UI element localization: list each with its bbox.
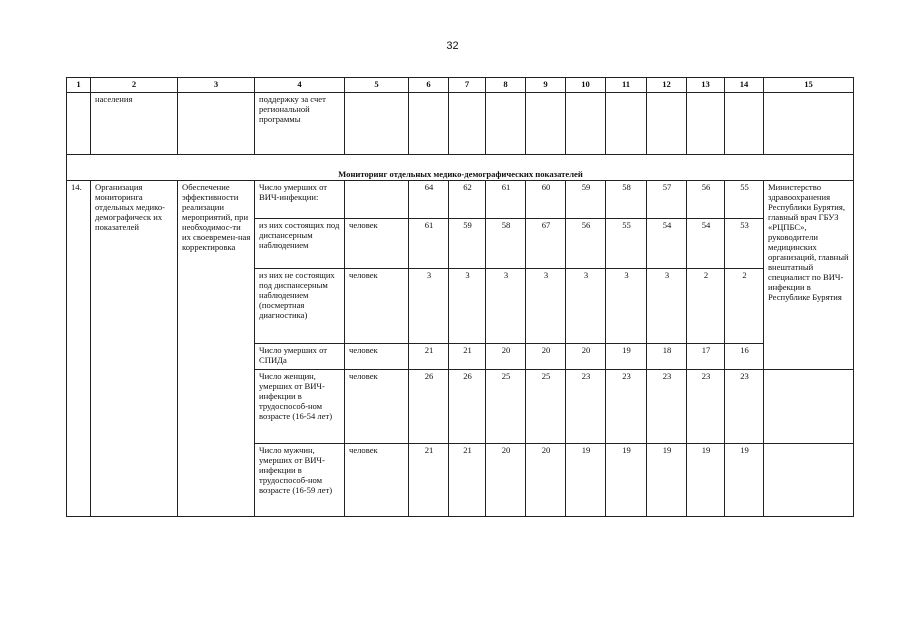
column-header-5: 5 — [345, 78, 409, 93]
column-header-7: 7 — [449, 78, 486, 93]
value-cell: 3 — [606, 269, 647, 344]
value-cell: 57 — [647, 181, 687, 219]
column-header-14: 14 — [725, 78, 764, 93]
value-cell: 25 — [526, 370, 566, 444]
value-cell: 20 — [486, 444, 526, 517]
carryover-cell-1 — [67, 93, 91, 155]
value-cell: 54 — [687, 219, 725, 269]
value-cell: 23 — [647, 370, 687, 444]
column-header-4: 4 — [255, 78, 345, 93]
responsible-executors: Министерство здравоохранения Республики Бурятия, главный врач ГБУЗ «РЦПБС», руководители медицинских организаций, главный внештатный специалист по ВИЧ-инфекции в Республике Бурятия — [764, 181, 854, 370]
indicator-label: из них состоящих под диспансерным наблюдением — [255, 219, 345, 269]
indicator-label: Число мужчин, умерших от ВИЧ-инфекции в трудоспособ-ном возрасте (16-59 лет) — [255, 444, 345, 517]
value-cell: 18 — [647, 344, 687, 370]
value-cell: 60 — [526, 181, 566, 219]
carryover-indicator: поддержку за счет региональной программы — [255, 93, 345, 155]
value-cell: 2 — [687, 269, 725, 344]
unit-cell: человек — [345, 219, 409, 269]
value-cell: 23 — [566, 370, 606, 444]
indicator-label: из них не состоящих под диспансерным наблюдением (посмертная диагностика) — [255, 269, 345, 344]
column-number-row — [67, 78, 854, 93]
item-activity: Организация мониторинга отдельных медико-демографическ их показателей — [91, 181, 178, 517]
value-cell: 20 — [526, 444, 566, 517]
unit-cell: человек — [345, 444, 409, 517]
value-cell: 19 — [606, 444, 647, 517]
value-cell: 20 — [486, 344, 526, 370]
value-cell: 55 — [606, 219, 647, 269]
value-cell: 23 — [687, 370, 725, 444]
column-header-15: 15 — [764, 78, 854, 93]
column-header-10: 10 — [566, 78, 606, 93]
responsible-empty-cell — [764, 370, 854, 444]
column-header-1: 1 — [67, 78, 91, 93]
value-cell: 3 — [566, 269, 606, 344]
value-cell: 59 — [449, 219, 486, 269]
value-cell: 19 — [687, 444, 725, 517]
value-cell: 56 — [687, 181, 725, 219]
value-cell: 3 — [526, 269, 566, 344]
value-cell: 3 — [409, 269, 449, 344]
column-header-2: 2 — [91, 78, 178, 93]
value-cell: 3 — [486, 269, 526, 344]
section-row — [67, 155, 854, 181]
value-cell: 67 — [526, 219, 566, 269]
value-cell: 19 — [566, 444, 606, 517]
indicator-label: Число умерших от ВИЧ-инфекции: — [255, 181, 345, 219]
value-cell: 23 — [725, 370, 764, 444]
value-cell: 19 — [606, 344, 647, 370]
value-cell: 62 — [449, 181, 486, 219]
carryover-cell-3 — [178, 93, 255, 155]
value-cell: 23 — [606, 370, 647, 444]
value-cell: 55 — [725, 181, 764, 219]
program-table — [66, 77, 854, 517]
column-header-12: 12 — [647, 78, 687, 93]
value-cell: 17 — [687, 344, 725, 370]
column-header-8: 8 — [486, 78, 526, 93]
column-header-13: 13 — [687, 78, 725, 93]
column-header-3: 3 — [178, 78, 255, 93]
value-cell: 59 — [566, 181, 606, 219]
unit-cell: человек — [345, 370, 409, 444]
value-cell: 19 — [725, 444, 764, 517]
section-title: Мониторинг отдельных медико-демографических показателей — [67, 155, 854, 181]
unit-cell: человек — [345, 344, 409, 370]
value-cell: 64 — [409, 181, 449, 219]
value-cell: 25 — [486, 370, 526, 444]
value-cell: 56 — [566, 219, 606, 269]
value-cell: 58 — [606, 181, 647, 219]
value-cell: 61 — [409, 219, 449, 269]
indicator-label: Число женщин, умерших от ВИЧ-инфекции в трудоспособ-ном возрасте (16-54 лет) — [255, 370, 345, 444]
column-header-6: 6 — [409, 78, 449, 93]
value-cell: 21 — [409, 444, 449, 517]
value-cell: 19 — [647, 444, 687, 517]
unit-cell: человек — [345, 269, 409, 344]
value-cell: 21 — [409, 344, 449, 370]
value-cell: 61 — [486, 181, 526, 219]
value-cell: 54 — [647, 219, 687, 269]
value-cell: 16 — [725, 344, 764, 370]
value-cell: 2 — [725, 269, 764, 344]
column-header-9: 9 — [526, 78, 566, 93]
column-header-11: 11 — [606, 78, 647, 93]
value-cell: 58 — [486, 219, 526, 269]
carryover-row — [67, 93, 854, 155]
responsible-empty-cell — [764, 444, 854, 517]
item-purpose: Обеспечение эффективности реализации мероприятий, при необходимос-ти их своевремен-ная корректировка — [178, 181, 255, 517]
unit-cell — [345, 181, 409, 219]
value-cell: 21 — [449, 344, 486, 370]
value-cell: 3 — [449, 269, 486, 344]
value-cell: 21 — [449, 444, 486, 517]
indicator-row — [67, 181, 854, 219]
value-cell: 26 — [449, 370, 486, 444]
value-cell: 26 — [409, 370, 449, 444]
page-number: 32 — [446, 40, 459, 52]
indicator-label: Число умерших от СПИДа — [255, 344, 345, 370]
carryover-activity: населения — [91, 93, 178, 155]
value-cell: 3 — [647, 269, 687, 344]
value-cell: 53 — [725, 219, 764, 269]
item-number: 14. — [67, 181, 91, 517]
value-cell: 20 — [566, 344, 606, 370]
value-cell: 20 — [526, 344, 566, 370]
